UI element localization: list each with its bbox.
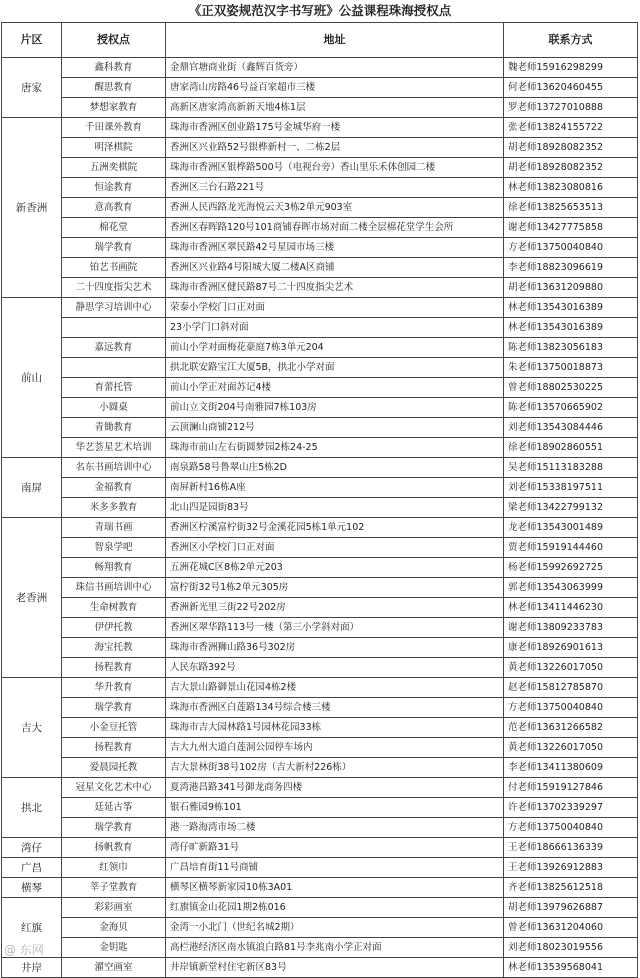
table-row bbox=[2, 758, 638, 778]
site-cell: 恒途教育 bbox=[62, 178, 166, 198]
table-row bbox=[2, 278, 638, 298]
contact-cell: 康老师18926901613 bbox=[504, 638, 638, 658]
address-cell: 珠海市香洲区银桦路500号（电视台旁）香山里乐禾体创园二楼 bbox=[166, 158, 504, 178]
table-row bbox=[2, 398, 638, 418]
contact-cell: 魏老师15916298299 bbox=[504, 58, 638, 78]
table-row bbox=[2, 798, 638, 818]
table-row bbox=[2, 78, 638, 98]
site-cell: 金钥匙 bbox=[62, 938, 166, 958]
site-cell: 珠信书画培训中心 bbox=[62, 578, 166, 598]
contact-cell: 杨老师15992692725 bbox=[504, 558, 638, 578]
table-row bbox=[2, 718, 638, 738]
district-cell: 广昌 bbox=[2, 858, 62, 878]
table-body bbox=[2, 58, 638, 978]
site-cell: 扬程教育 bbox=[62, 738, 166, 758]
contact-cell: 谢老师13809233783 bbox=[504, 618, 638, 638]
address-cell: 井岸镇新堂村住宅新区83号 bbox=[166, 958, 504, 978]
contact-cell: 王老师13926912883 bbox=[504, 858, 638, 878]
site-cell: 海宝托教 bbox=[62, 638, 166, 658]
contact-cell: 郭老师13543063999 bbox=[504, 578, 638, 598]
contact-cell: 刘老师15338197511 bbox=[504, 478, 638, 498]
contact-cell: 林老师13823080816 bbox=[504, 178, 638, 198]
address-cell: 珠海市香洲区白莲路134号综合楼三楼 bbox=[166, 698, 504, 718]
table-row bbox=[2, 738, 638, 758]
address-cell: 北山四是园街83号 bbox=[166, 498, 504, 518]
contact-cell: 付老师15919127846 bbox=[504, 778, 638, 798]
contact-cell: 林老师13411446230 bbox=[504, 598, 638, 618]
address-cell: 吉大九州大道白莲洞公园停车场内 bbox=[166, 738, 504, 758]
contact-cell: 陈老师13570665902 bbox=[504, 398, 638, 418]
contact-cell: 贾老师15919144460 bbox=[504, 538, 638, 558]
contact-cell: 胡老师18928082352 bbox=[504, 158, 638, 178]
table-row bbox=[2, 238, 638, 258]
contact-cell: 徐老师18902860551 bbox=[504, 438, 638, 458]
address-cell: 珠海市香洲区翠民路42号星园市场三楼 bbox=[166, 238, 504, 258]
address-cell: 富柠街32号1栋2单元305房 bbox=[166, 578, 504, 598]
address-cell: 前山小学对面梅花豪庭7栋3单元204 bbox=[166, 338, 504, 358]
site-cell: 千田课外教育 bbox=[62, 118, 166, 138]
address-cell: 珠海市吉大园林路1号园林花园33栋 bbox=[166, 718, 504, 738]
district-cell: 井岸 bbox=[2, 958, 62, 978]
address-cell: 南泉路58号鲁翠山庄5栋2D bbox=[166, 458, 504, 478]
table-row bbox=[2, 818, 638, 838]
contact-cell: 李老师13411380609 bbox=[504, 758, 638, 778]
district-cell: 前山 bbox=[2, 298, 62, 458]
site-cell: 伊伊托教 bbox=[62, 618, 166, 638]
table-row bbox=[2, 298, 638, 318]
site-cell: 彩彩画室 bbox=[62, 898, 166, 918]
contact-cell: 黄老师13226017050 bbox=[504, 738, 638, 758]
contact-cell: 胡老师13979626887 bbox=[504, 898, 638, 918]
table-row bbox=[2, 418, 638, 438]
site-cell: 五洲奕棋院 bbox=[62, 158, 166, 178]
site-cell: 爱晨园托教 bbox=[62, 758, 166, 778]
table-row bbox=[2, 498, 638, 518]
table-row bbox=[2, 158, 638, 178]
site-cell: 生命树教育 bbox=[62, 598, 166, 618]
page-title: 《正双姿规范汉字书写班》公益课程珠海授权点 bbox=[188, 3, 452, 18]
district-cell: 唐家 bbox=[2, 58, 62, 118]
site-cell: 华升教育 bbox=[62, 678, 166, 698]
table-row bbox=[2, 138, 638, 158]
district-cell: 湾仔 bbox=[2, 838, 62, 858]
address-cell: 23小学门口斜对面 bbox=[166, 318, 504, 338]
table-row bbox=[2, 218, 638, 238]
table-row bbox=[2, 598, 638, 618]
site-cell: 名东书画培训中心 bbox=[62, 458, 166, 478]
address-cell: 五洲花城C区8栋2单元203 bbox=[166, 558, 504, 578]
site-cell: 意高教育 bbox=[62, 198, 166, 218]
site-cell: 二十四度指尖艺术 bbox=[62, 278, 166, 298]
table-header-row bbox=[2, 23, 638, 58]
table-row bbox=[2, 178, 638, 198]
district-cell: 吉大 bbox=[2, 678, 62, 778]
site-cell: 梦想家教育 bbox=[62, 98, 166, 118]
table-row bbox=[2, 638, 638, 658]
site-cell: 廷延古筝 bbox=[62, 798, 166, 818]
table-row bbox=[2, 538, 638, 558]
table-row bbox=[2, 318, 638, 338]
contact-cell: 曾老师18802530225 bbox=[504, 378, 638, 398]
contact-cell: 李老师18823096619 bbox=[504, 258, 638, 278]
site-cell: 明泽棋院 bbox=[62, 138, 166, 158]
contact-cell: 方老师13750040840 bbox=[504, 238, 638, 258]
address-cell: 香洲区柠溪富柠街32号金溪花园5栋1单元102 bbox=[166, 518, 504, 538]
address-cell: 前山立文街204号南雅园7栋103房 bbox=[166, 398, 504, 418]
address-cell: 香洲区小学校门口正对面 bbox=[166, 538, 504, 558]
site-cell: 智泉学吧 bbox=[62, 538, 166, 558]
site-cell: 米多多教育 bbox=[62, 498, 166, 518]
table-row bbox=[2, 518, 638, 538]
table-row bbox=[2, 838, 638, 858]
header-site: 授权点 bbox=[62, 23, 166, 58]
table-row bbox=[2, 198, 638, 218]
table-row bbox=[2, 698, 638, 718]
contact-cell: 徐老师13825653513 bbox=[504, 198, 638, 218]
table-row bbox=[2, 438, 638, 458]
site-cell: 铂艺书画院 bbox=[62, 258, 166, 278]
address-cell: 香洲区兴业路4号阳城大厦二楼A区商铺 bbox=[166, 258, 504, 278]
table-row bbox=[2, 578, 638, 598]
address-cell: 横琴区横琴新家园10栋3A01 bbox=[166, 878, 504, 898]
table-row bbox=[2, 338, 638, 358]
address-cell: 香洲新光里三街22号202房 bbox=[166, 598, 504, 618]
contact-cell: 许老师13702339297 bbox=[504, 798, 638, 818]
contact-cell: 刘老师18023019556 bbox=[504, 938, 638, 958]
contact-cell: 陈老师13823056183 bbox=[504, 338, 638, 358]
table-row bbox=[2, 358, 638, 378]
address-cell: 高栏港经济区南水镇浪白路81号李兆南小学正对面 bbox=[166, 938, 504, 958]
contact-cell: 方老师13750040840 bbox=[504, 698, 638, 718]
table-row bbox=[2, 778, 638, 798]
table-row bbox=[2, 478, 638, 498]
site-cell: 青锄教育 bbox=[62, 418, 166, 438]
address-cell: 香洲区三台石路221号 bbox=[166, 178, 504, 198]
contact-cell: 龙老师13543001489 bbox=[504, 518, 638, 538]
address-cell: 港一路海湾市场二楼 bbox=[166, 818, 504, 838]
district-cell: 新香洲 bbox=[2, 118, 62, 298]
table-row bbox=[2, 858, 638, 878]
site-cell: 瑞学教育 bbox=[62, 238, 166, 258]
address-cell: 广昌培育街11号商铺 bbox=[166, 858, 504, 878]
address-cell: 珠海市香洲狮山路36号302房 bbox=[166, 638, 504, 658]
address-cell: 吉大景林街38号102房（吉大新村226栋） bbox=[166, 758, 504, 778]
table-row bbox=[2, 258, 638, 278]
table-row bbox=[2, 958, 638, 978]
table-row bbox=[2, 58, 638, 78]
address-cell: 香洲人民西路龙光海悦云天3栋2单元903室 bbox=[166, 198, 504, 218]
site-cell: 华艺荟星艺术培训 bbox=[62, 438, 166, 458]
address-cell: 荣泰小学校门口正对面 bbox=[166, 298, 504, 318]
contact-cell: 齐老师13825612518 bbox=[504, 878, 638, 898]
contact-cell: 刘老师13543084446 bbox=[504, 418, 638, 438]
site-cell: 嘉远教育 bbox=[62, 338, 166, 358]
site-cell bbox=[62, 318, 166, 338]
site-cell: 金福教育 bbox=[62, 478, 166, 498]
district-cell: 老香洲 bbox=[2, 518, 62, 678]
contact-cell: 曾老师13631204060 bbox=[504, 918, 638, 938]
site-cell: 濯空画室 bbox=[62, 958, 166, 978]
contact-cell: 胡老师18928082352 bbox=[504, 138, 638, 158]
address-cell: 人民东路392号 bbox=[166, 658, 504, 678]
contact-cell: 王老师18666136339 bbox=[504, 838, 638, 858]
contact-cell: 何老师13620460455 bbox=[504, 78, 638, 98]
authorization-sites-table bbox=[1, 22, 638, 978]
district-cell: 拱北 bbox=[2, 778, 62, 838]
table-row bbox=[2, 458, 638, 478]
site-cell: 棉花堂 bbox=[62, 218, 166, 238]
contact-cell: 方老师13750040840 bbox=[504, 818, 638, 838]
table-row bbox=[2, 918, 638, 938]
table-row bbox=[2, 118, 638, 138]
address-cell: 金湾一小北门（世纪名城2期） bbox=[166, 918, 504, 938]
site-cell: 扬帆教育 bbox=[62, 838, 166, 858]
address-cell: 金鼎官塘商业街（鑫辉百货旁） bbox=[166, 58, 504, 78]
contact-cell: 黄老师13226017050 bbox=[504, 658, 638, 678]
contact-cell: 赵老师15812785870 bbox=[504, 678, 638, 698]
contact-cell: 林老师13543016389 bbox=[504, 318, 638, 338]
site-cell: 扬程教育 bbox=[62, 658, 166, 678]
district-cell: 南屏 bbox=[2, 458, 62, 518]
site-cell: 冠星文化艺术中心 bbox=[62, 778, 166, 798]
site-cell: 红领巾 bbox=[62, 858, 166, 878]
address-cell: 银石雅园9栋101 bbox=[166, 798, 504, 818]
address-cell: 香洲区兴业路52号银桦新村一、二栋2层 bbox=[166, 138, 504, 158]
address-cell: 前山小学正对面苏记4楼 bbox=[166, 378, 504, 398]
site-cell: 醒思教育 bbox=[62, 78, 166, 98]
contact-cell: 罗老师13727010888 bbox=[504, 98, 638, 118]
address-cell: 夏湾港昌路341号御龙商务四楼 bbox=[166, 778, 504, 798]
watermark: @ 东网 bbox=[4, 943, 44, 957]
site-cell bbox=[62, 358, 166, 378]
address-cell: 珠海市香洲区健民路87号二十四度指尖艺术 bbox=[166, 278, 504, 298]
table-row bbox=[2, 378, 638, 398]
contact-cell: 范老师13631266582 bbox=[504, 718, 638, 738]
address-cell: 高新区唐家湾高新新天地4栋1层 bbox=[166, 98, 504, 118]
contact-cell: 胡老师13631209880 bbox=[504, 278, 638, 298]
contact-cell: 林老师13539568041 bbox=[504, 958, 638, 978]
district-cell: 红旗 bbox=[2, 898, 62, 958]
table-row bbox=[2, 558, 638, 578]
contact-cell: 谢老师13427775858 bbox=[504, 218, 638, 238]
address-cell: 云顶澜山商铺212号 bbox=[166, 418, 504, 438]
site-cell: 瑞学教育 bbox=[62, 818, 166, 838]
table-row bbox=[2, 878, 638, 898]
site-cell: 畅翔教育 bbox=[62, 558, 166, 578]
contact-cell: 梁老师13422799132 bbox=[504, 498, 638, 518]
header-district: 片区 bbox=[2, 23, 62, 58]
table-row bbox=[2, 898, 638, 918]
address-cell: 拱北联安路宝江大厦5B，拱北小学对面 bbox=[166, 358, 504, 378]
address-cell: 香洲区春晖路120号101商铺春晖市场对面二楼全层棉花堂学生会所 bbox=[166, 218, 504, 238]
address-cell: 香洲区翠华路113号一楼（第三小学斜对面） bbox=[166, 618, 504, 638]
site-cell: 静思学习培训中心 bbox=[62, 298, 166, 318]
header-contact: 联系方式 bbox=[504, 23, 638, 58]
address-cell: 珠海市前山左右街圆梦园2栋24-25 bbox=[166, 438, 504, 458]
site-cell: 瑞学教育 bbox=[62, 698, 166, 718]
district-cell: 横琴 bbox=[2, 878, 62, 898]
table-row bbox=[2, 618, 638, 638]
table-row bbox=[2, 658, 638, 678]
site-cell: 青瑞书画 bbox=[62, 518, 166, 538]
site-cell: 小金豆托管 bbox=[62, 718, 166, 738]
site-cell: 小圆桌 bbox=[62, 398, 166, 418]
table-row bbox=[2, 98, 638, 118]
site-cell: 鑫科教育 bbox=[62, 58, 166, 78]
header-address: 地址 bbox=[166, 23, 504, 58]
site-cell: 育蕾托管 bbox=[62, 378, 166, 398]
site-cell: 莘子堂教育 bbox=[62, 878, 166, 898]
table-row bbox=[2, 938, 638, 958]
contact-cell: 张老师13824155722 bbox=[504, 118, 638, 138]
table-row bbox=[2, 678, 638, 698]
contact-cell: 朱老师13750018873 bbox=[504, 358, 638, 378]
address-cell: 吉大景山路御景山花园4栋2楼 bbox=[166, 678, 504, 698]
address-cell: 湾仔旷新路31号 bbox=[166, 838, 504, 858]
address-cell: 珠海市香洲区创业路175号金城华府一楼 bbox=[166, 118, 504, 138]
address-cell: 唐家湾山房路46号益百家超市三楼 bbox=[166, 78, 504, 98]
site-cell: 金海贝 bbox=[62, 918, 166, 938]
contact-cell: 林老师13543016389 bbox=[504, 298, 638, 318]
address-cell: 红旗镇金山花园1期2栋016 bbox=[166, 898, 504, 918]
contact-cell: 吴老师15113183288 bbox=[504, 458, 638, 478]
address-cell: 南屏新村16栋A座 bbox=[166, 478, 504, 498]
